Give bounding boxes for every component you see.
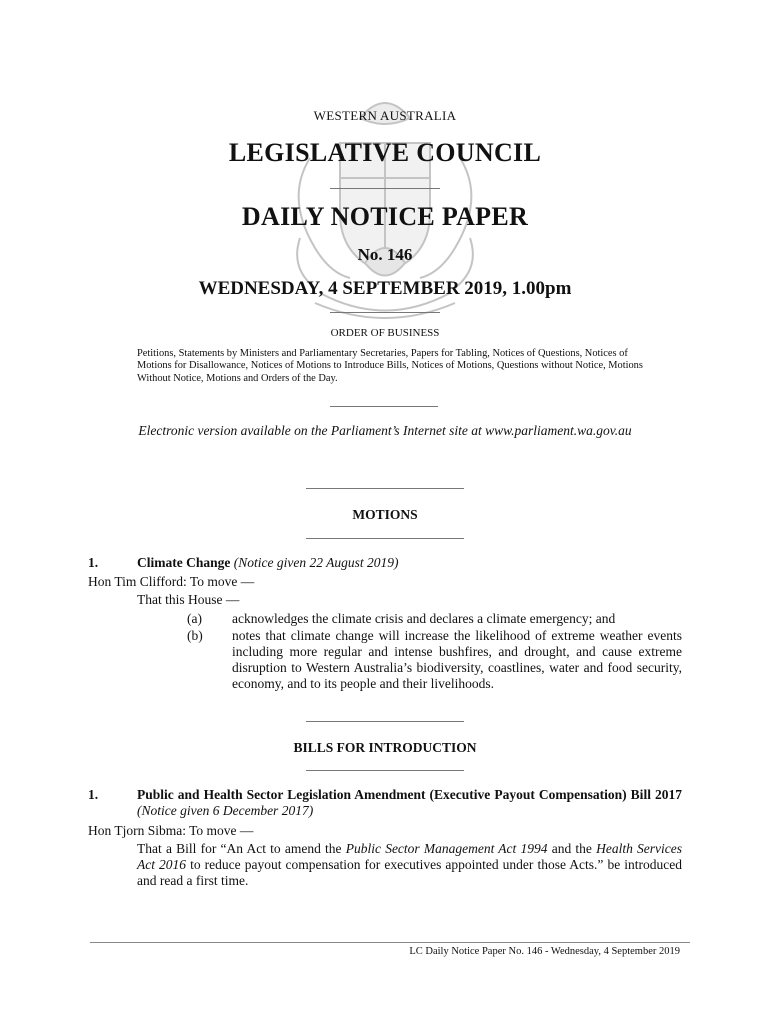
divider xyxy=(330,312,440,313)
electronic-version-note: Electronic version available on the Parliament’s Internet site at www.parliament.wa.gov.au xyxy=(138,423,632,438)
clause-label: (a) xyxy=(187,611,202,626)
bill-text-part: and the xyxy=(551,841,592,856)
motion-notice: (Notice given 22 August 2019) xyxy=(233,555,399,570)
motion-title: Climate Change xyxy=(137,555,231,570)
bill-notice: (Notice given 6 December 2017) xyxy=(137,803,314,818)
motions-heading: MOTIONS xyxy=(352,507,418,522)
paper-number: No. 146 xyxy=(357,245,413,264)
bill-mover: Hon Tjorn Sibma: To move — xyxy=(88,823,254,838)
motion-number: 1. xyxy=(88,555,99,570)
clause-label: (b) xyxy=(187,628,203,643)
motion-mover: Hon Tim Clifford: To move — xyxy=(88,574,255,589)
page-footer: LC Daily Notice Paper No. 146 - Wednesday, 4 September 2019 xyxy=(409,946,680,957)
motion-title-line xyxy=(137,555,398,571)
council-title: LEGISLATIVE COUNCIL xyxy=(228,138,542,167)
bill-title-line xyxy=(137,787,682,819)
bill-text xyxy=(137,841,682,889)
footer-rule xyxy=(90,942,690,943)
bill-text-part: That a Bill for “An Act to amend the xyxy=(137,841,342,856)
motion-intro: That this House — xyxy=(137,592,240,607)
divider xyxy=(330,188,440,189)
act-name: Health Services Act 2016 xyxy=(137,841,683,872)
order-of-business-title: ORDER OF BUSINESS xyxy=(330,327,440,339)
divider xyxy=(306,488,464,489)
bill-number: 1. xyxy=(88,787,99,802)
act-name: Public Sector Management Act 1994 xyxy=(345,841,548,856)
bills-heading: BILLS FOR INTRODUCTION xyxy=(293,740,477,755)
divider xyxy=(306,721,464,722)
state-name: WESTERN AUSTRALIA xyxy=(313,108,457,123)
divider xyxy=(330,406,438,407)
clause-text: notes that climate change will increase the likelihood of extreme weather events including more regular and intense bushfires, and drought, and cause extreme disruption to Western Australia’s biodiversity, coastlines, water and food security, economy, and to its people and their livelihoods. xyxy=(232,628,682,691)
divider xyxy=(306,538,464,539)
order-of-business-text: Petitions, Statements by Ministers and Parliamentary Secretaries, Papers for Tabling, Notices of Questions, Notices of Motions for Disallowance, Notices of Motions to Introduce Bills, Notices of Motions, Questions without Notice, Motions Without Notice, Motions and Orders of the Day. xyxy=(137,348,643,384)
clause-text: acknowledges the climate crisis and declares a climate emergency; and xyxy=(232,611,616,626)
sitting-date: WEDNESDAY, 4 SEPTEMBER 2019, 1.00pm xyxy=(198,278,572,299)
paper-title: DAILY NOTICE PAPER xyxy=(241,202,529,231)
bill-text-part: to reduce payout compensation for executives appointed under those Acts.” be introduced and read a first time. xyxy=(137,857,682,888)
divider xyxy=(306,770,464,771)
bill-title: Public and Health Sector Legislation Amendment (Executive Payout Compensation) Bill 2017 xyxy=(137,787,682,802)
